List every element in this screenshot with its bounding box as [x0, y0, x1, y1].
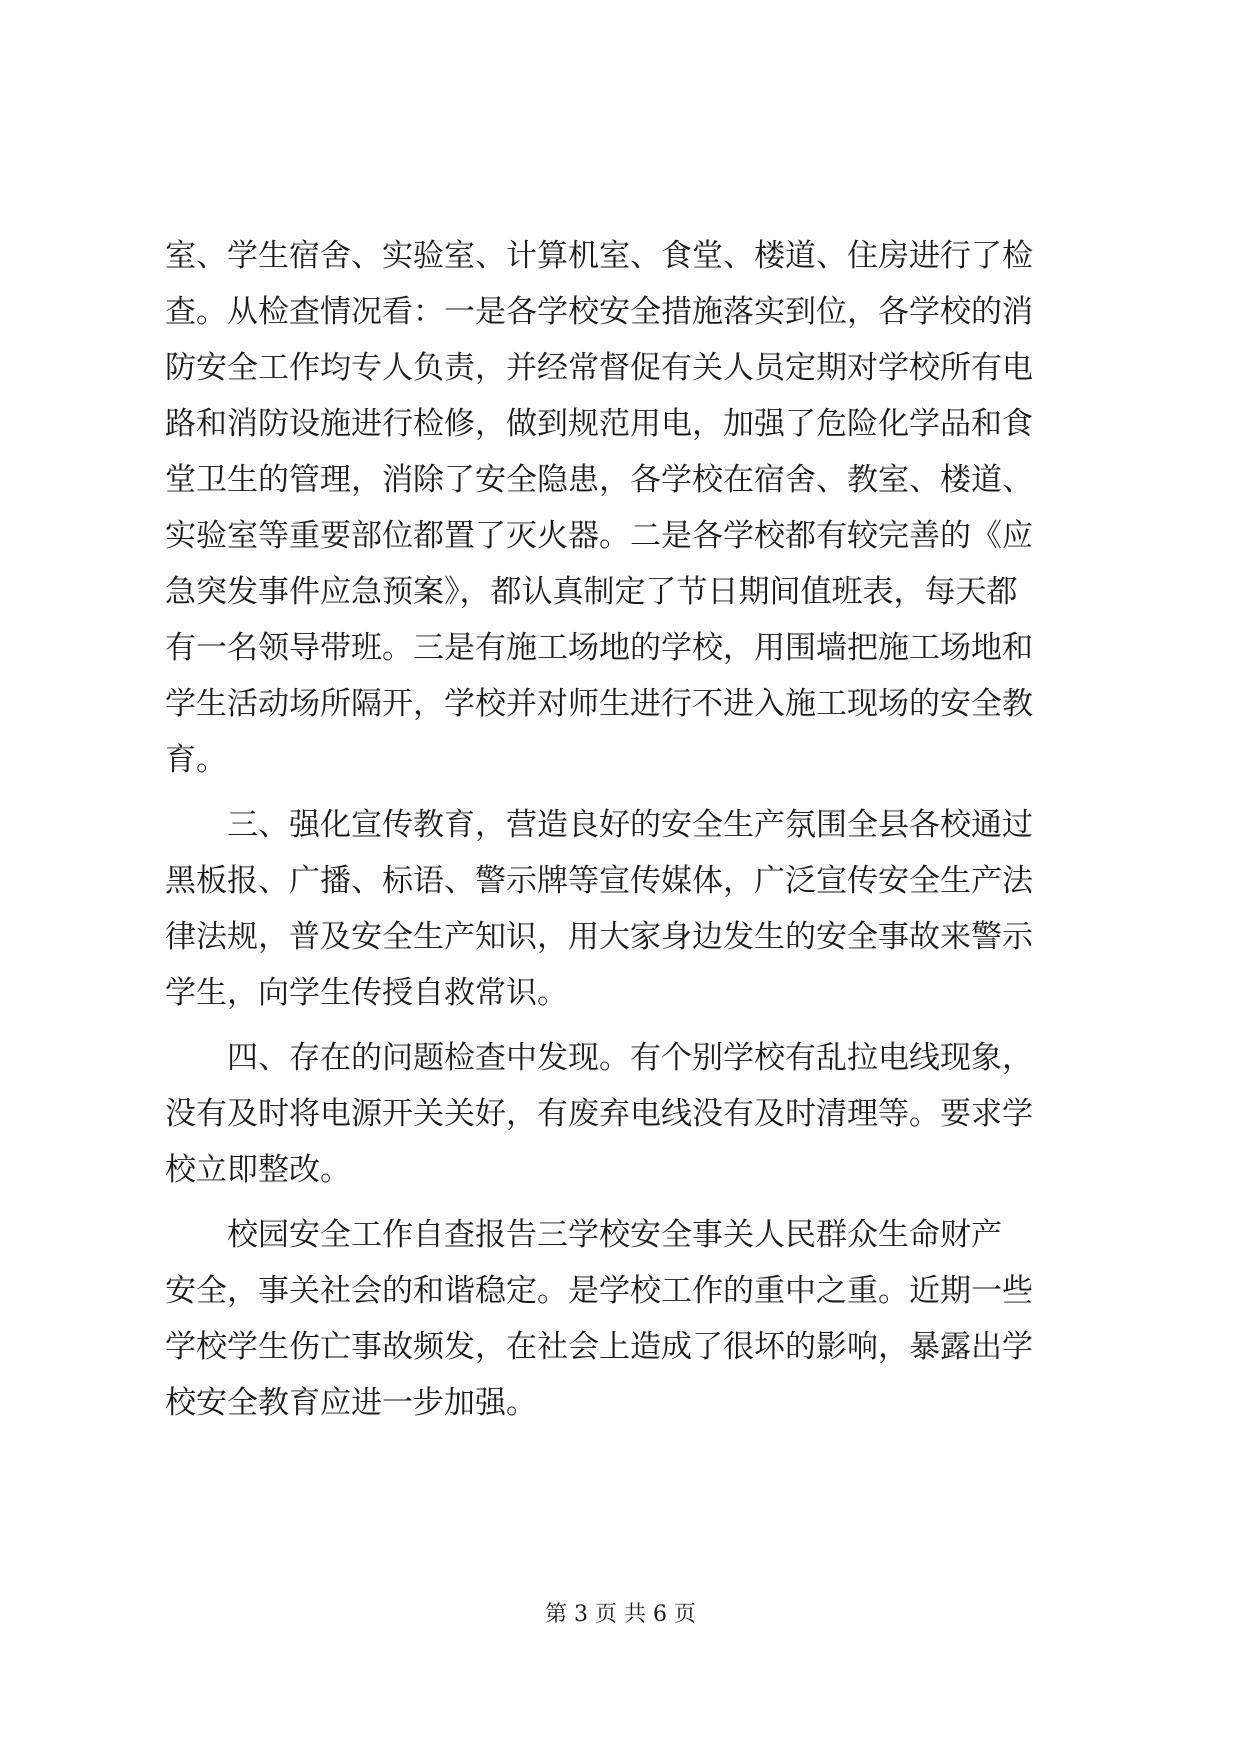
- text-line: 校安全教育应进一步加强。: [165, 1385, 537, 1421]
- paragraph-4: [165, 1207, 1077, 1431]
- text-line: 学生，向学生传授自救常识。: [165, 975, 568, 1011]
- paragraph-2: [165, 797, 1077, 1021]
- page-number-footer: 第 3 页 共 6 页: [545, 1602, 696, 1627]
- text-line: 四、存在的问题检查中发现。有个别学校有乱拉电线现象，: [227, 1040, 1033, 1076]
- text-line: 校园安全工作自查报告三学校安全事关人民群众生命财产: [227, 1217, 1002, 1253]
- text-line: 急突发事件应急预案》，都认真制定了节日期间值班表，每天都: [165, 574, 1018, 610]
- text-line: 防安全工作均专人负责，并经常督促有关人员定期对学校所有电: [165, 350, 1033, 386]
- text-line: 律法规，普及安全生产知识，用大家身边发生的安全事故来警示: [165, 919, 1033, 955]
- text-line: 三、强化宣传教育，营造良好的安全生产氛围全县各校通过: [227, 807, 1033, 843]
- text-line: 校立即整改。: [165, 1152, 351, 1188]
- text-line: 有一名领导带班。三是有施工场地的学校，用围墙把施工场地和: [165, 630, 1033, 666]
- text-line: 室、学生宿舍、实验室、计算机室、食堂、楼道、住房进行了检: [165, 238, 1033, 274]
- paragraph-3: [165, 1030, 1077, 1198]
- paragraph-1: [165, 228, 1077, 788]
- text-line: 路和消防设施进行检修，做到规范用电，加强了危险化学品和食: [165, 406, 1033, 442]
- document-body: [165, 228, 1077, 1431]
- text-line: 实验室等重要部位都置了灭火器。二是各学校都有较完善的《应: [165, 518, 1033, 554]
- text-line: 查。从检查情况看：一是各学校安全措施落实到位，各学校的消: [165, 294, 1033, 330]
- text-line: 黑板报、广播、标语、警示牌等宣传媒体，广泛宣传安全生产法: [165, 863, 1033, 899]
- text-line: 安全，事关社会的和谐稳定。是学校工作的重中之重。近期一些: [165, 1273, 1033, 1309]
- text-line: 学生活动场所隔开，学校并对师生进行不进入施工现场的安全教: [165, 686, 1033, 722]
- text-line: 学校学生伤亡事故频发，在社会上造成了很坏的影响，暴露出学: [165, 1329, 1033, 1365]
- text-line: 没有及时将电源开关关好，有废弃电线没有及时清理等。要求学: [165, 1096, 1033, 1132]
- text-line: 育。: [165, 742, 227, 778]
- text-line: 堂卫生的管理，消除了安全隐患，各学校在宿舍、教室、楼道、: [165, 462, 1033, 498]
